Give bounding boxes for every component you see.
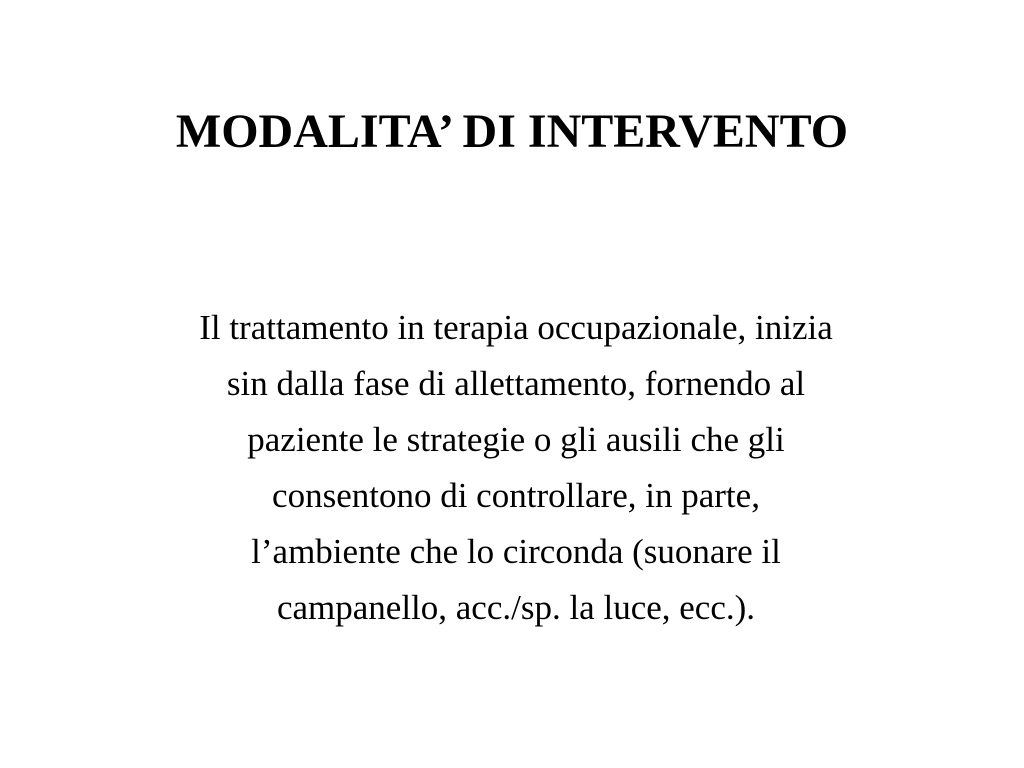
body-line: campanello, acc./sp. la luce, ecc.). xyxy=(276,588,756,627)
body-line: sin dalla fase di allettamento, fornendo al xyxy=(226,364,806,403)
body-line: consentono di controllare, in parte, xyxy=(272,476,760,515)
body-line: Il trattamento in terapia occupazionale, inizia xyxy=(199,308,833,347)
body-line: paziente le strategie o gli ausili che gli xyxy=(247,420,785,459)
body-line: l’ambiente che lo circonda (suonare il xyxy=(251,532,781,571)
slide-body-text xyxy=(96,300,936,636)
slide-title: MODALITA’ DI INTERVENTO xyxy=(175,105,849,158)
